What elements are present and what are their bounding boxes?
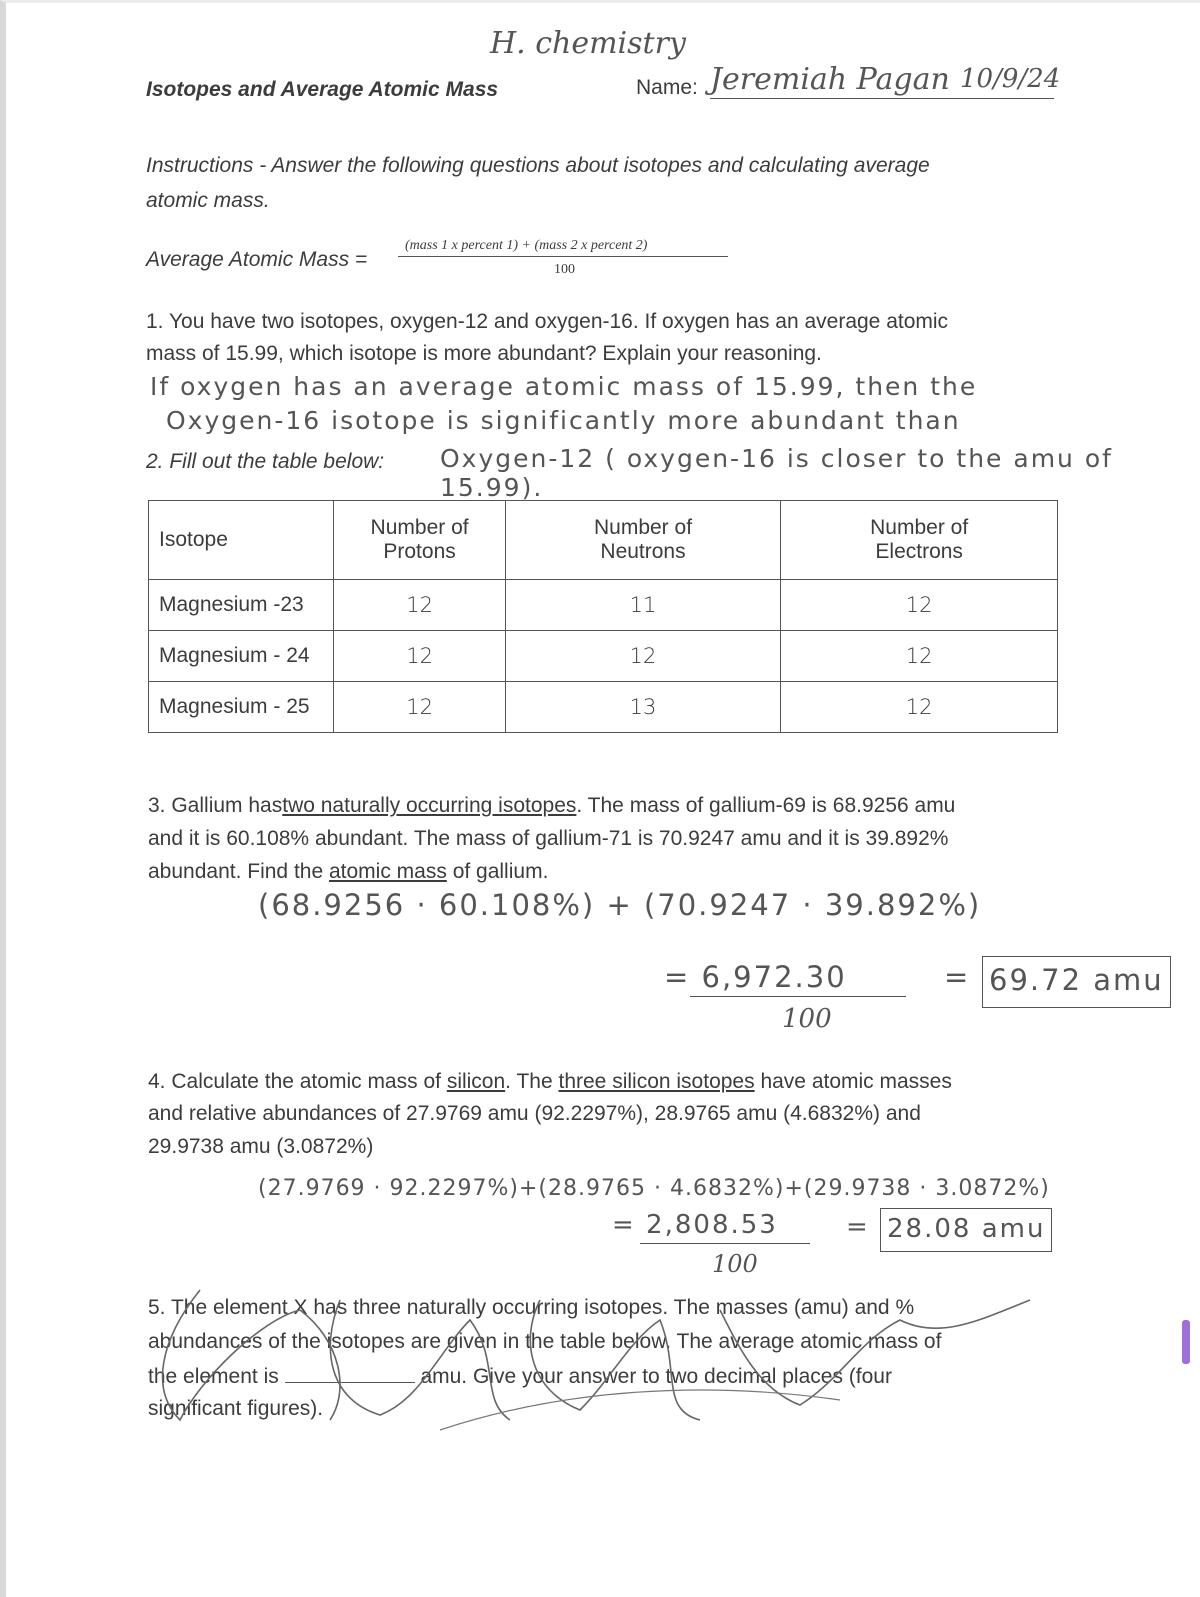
q1-line-1: 1. You have two isotopes, oxygen-12 and oxygen-16. If oxygen has an average atomic bbox=[146, 310, 949, 333]
row-isotope: Magnesium - 24 bbox=[149, 631, 334, 682]
q3-text: 3. Gallium has bbox=[148, 794, 283, 817]
q4-text: 4. Calculate the atomic mass of bbox=[148, 1070, 441, 1093]
q3-numerator: = 6,972.30 bbox=[664, 960, 847, 994]
q3-fraction-bar bbox=[690, 996, 906, 997]
formula-fraction-bar bbox=[398, 256, 728, 257]
q3-text: of gallium. bbox=[452, 860, 549, 883]
header-protons: Number of Protons bbox=[334, 501, 505, 580]
q5-line-2: abundances of the isotopes are given in the table below. The average atomic mass of bbox=[148, 1330, 942, 1353]
q4-numerator: = 2,808.53 bbox=[612, 1210, 778, 1240]
name-label: Name: bbox=[636, 76, 698, 99]
formula-label: Average Atomic Mass = bbox=[146, 248, 368, 271]
q3-underlined-text: two naturally occurring isotopes bbox=[282, 794, 577, 817]
q4-work: (27.9769 · 92.2297%)+(28.9765 · 4.6832%)+(29.9738 · 3.0872%) bbox=[258, 1176, 1050, 1201]
q3-line-1 bbox=[148, 794, 955, 818]
q5-text: amu. Give your answer to two decimal places (four bbox=[420, 1365, 892, 1388]
q3-denominator: 100 bbox=[782, 1004, 832, 1034]
isotope-table bbox=[148, 500, 1058, 733]
q2-prompt: 2. Fill out the table below: bbox=[146, 450, 385, 473]
row-neutrons: 13 bbox=[505, 682, 781, 733]
q3-underlined-text: atomic mass bbox=[328, 860, 447, 883]
q3-line-2: and it is 60.108% abundant. The mass of gallium-71 is 70.9247 amu and it is 39.892% bbox=[148, 827, 949, 850]
table-row bbox=[149, 580, 1058, 631]
q3-equals: = bbox=[944, 960, 971, 994]
instructions-line-2: atomic mass. bbox=[146, 189, 270, 212]
q4-fraction-bar bbox=[640, 1243, 810, 1244]
row-electrons: 12 bbox=[781, 631, 1058, 682]
q3-text: abundant. Find the bbox=[148, 860, 324, 883]
course-handwritten: H. chemistry bbox=[490, 26, 686, 61]
q4-line-3: 29.9738 amu (3.0872%) bbox=[148, 1135, 374, 1158]
q3-text: . The mass of gallium-69 is 68.9256 amu bbox=[576, 794, 956, 817]
q3-work: (68.9256 · 60.108%) + (70.9247 · 39.892%) bbox=[258, 888, 982, 922]
student-name: Jeremiah Pagan bbox=[710, 62, 950, 97]
row-neutrons: 11 bbox=[505, 580, 781, 631]
row-isotope: Magnesium - 25 bbox=[149, 682, 334, 733]
formula-denominator: 100 bbox=[554, 262, 575, 277]
row-protons: 12 bbox=[334, 682, 505, 733]
header-neutrons: Number of Neutrons bbox=[505, 501, 781, 580]
instructions-line-1: Instructions - Answer the following questions about isotopes and calculating average bbox=[146, 154, 930, 177]
q4-denominator: 100 bbox=[712, 1250, 758, 1278]
name-underline bbox=[710, 98, 1054, 99]
table-row bbox=[149, 682, 1058, 733]
row-neutrons: 12 bbox=[505, 631, 781, 682]
q4-line-2: and relative abundances of 27.9769 amu (92.2297%), 28.9765 amu (4.6832%) and bbox=[148, 1102, 921, 1125]
worksheet-title: Isotopes and Average Atomic Mass bbox=[146, 78, 499, 101]
scribble-stroke bbox=[720, 1300, 1030, 1405]
q5-text: the element is bbox=[148, 1365, 279, 1388]
q4-underlined-text: three silicon isotopes bbox=[558, 1070, 755, 1093]
scribble-stroke bbox=[163, 1290, 340, 1420]
q1-answer-line-1: If oxygen has an average atomic mass of 15.99, then the bbox=[150, 372, 978, 401]
q1-line-2: mass of 15.99, which isotope is more abundant? Explain your reasoning. bbox=[146, 342, 822, 365]
q4-underlined-text: silicon bbox=[446, 1070, 506, 1093]
q1-answer-line-3: Oxygen-12 ( oxygen-16 is closer to the amu of 15.99). bbox=[440, 444, 1113, 502]
row-electrons: 12 bbox=[781, 580, 1058, 631]
date: 10/9/24 bbox=[960, 64, 1061, 94]
row-protons: 12 bbox=[334, 631, 505, 682]
table-row bbox=[149, 631, 1058, 682]
q4-text: have atomic masses bbox=[760, 1070, 952, 1093]
q1-answer-line-2: Oxygen-16 isotope is significantly more abundant than bbox=[166, 406, 961, 435]
q4-line-1 bbox=[148, 1070, 952, 1094]
row-protons: 12 bbox=[334, 580, 505, 631]
purple-marker-mark bbox=[1182, 1320, 1190, 1364]
table-header-row bbox=[149, 501, 1058, 580]
row-electrons: 12 bbox=[781, 682, 1058, 733]
q5-line-1: 5. The element X has three naturally occurring isotopes. The masses (amu) and % bbox=[148, 1296, 915, 1319]
header-electrons: Number of Electrons bbox=[781, 501, 1058, 580]
scribble-stroke bbox=[330, 1300, 510, 1420]
formula-numerator: (mass 1 x percent 1) + (mass 2 x percent 2) bbox=[405, 238, 648, 253]
q3-answer: 69.72 amu bbox=[982, 956, 1171, 1008]
row-isotope: Magnesium -23 bbox=[149, 580, 334, 631]
header-isotope: Isotope bbox=[149, 501, 334, 580]
q5-scribble-strokes bbox=[140, 1280, 1060, 1440]
q3-line-3 bbox=[148, 860, 548, 884]
q4-equals: = bbox=[846, 1212, 870, 1242]
q4-text: . The bbox=[505, 1070, 553, 1093]
q5-line-4: significant figures). bbox=[148, 1397, 324, 1420]
q4-answer: 28.08 amu bbox=[880, 1208, 1052, 1252]
